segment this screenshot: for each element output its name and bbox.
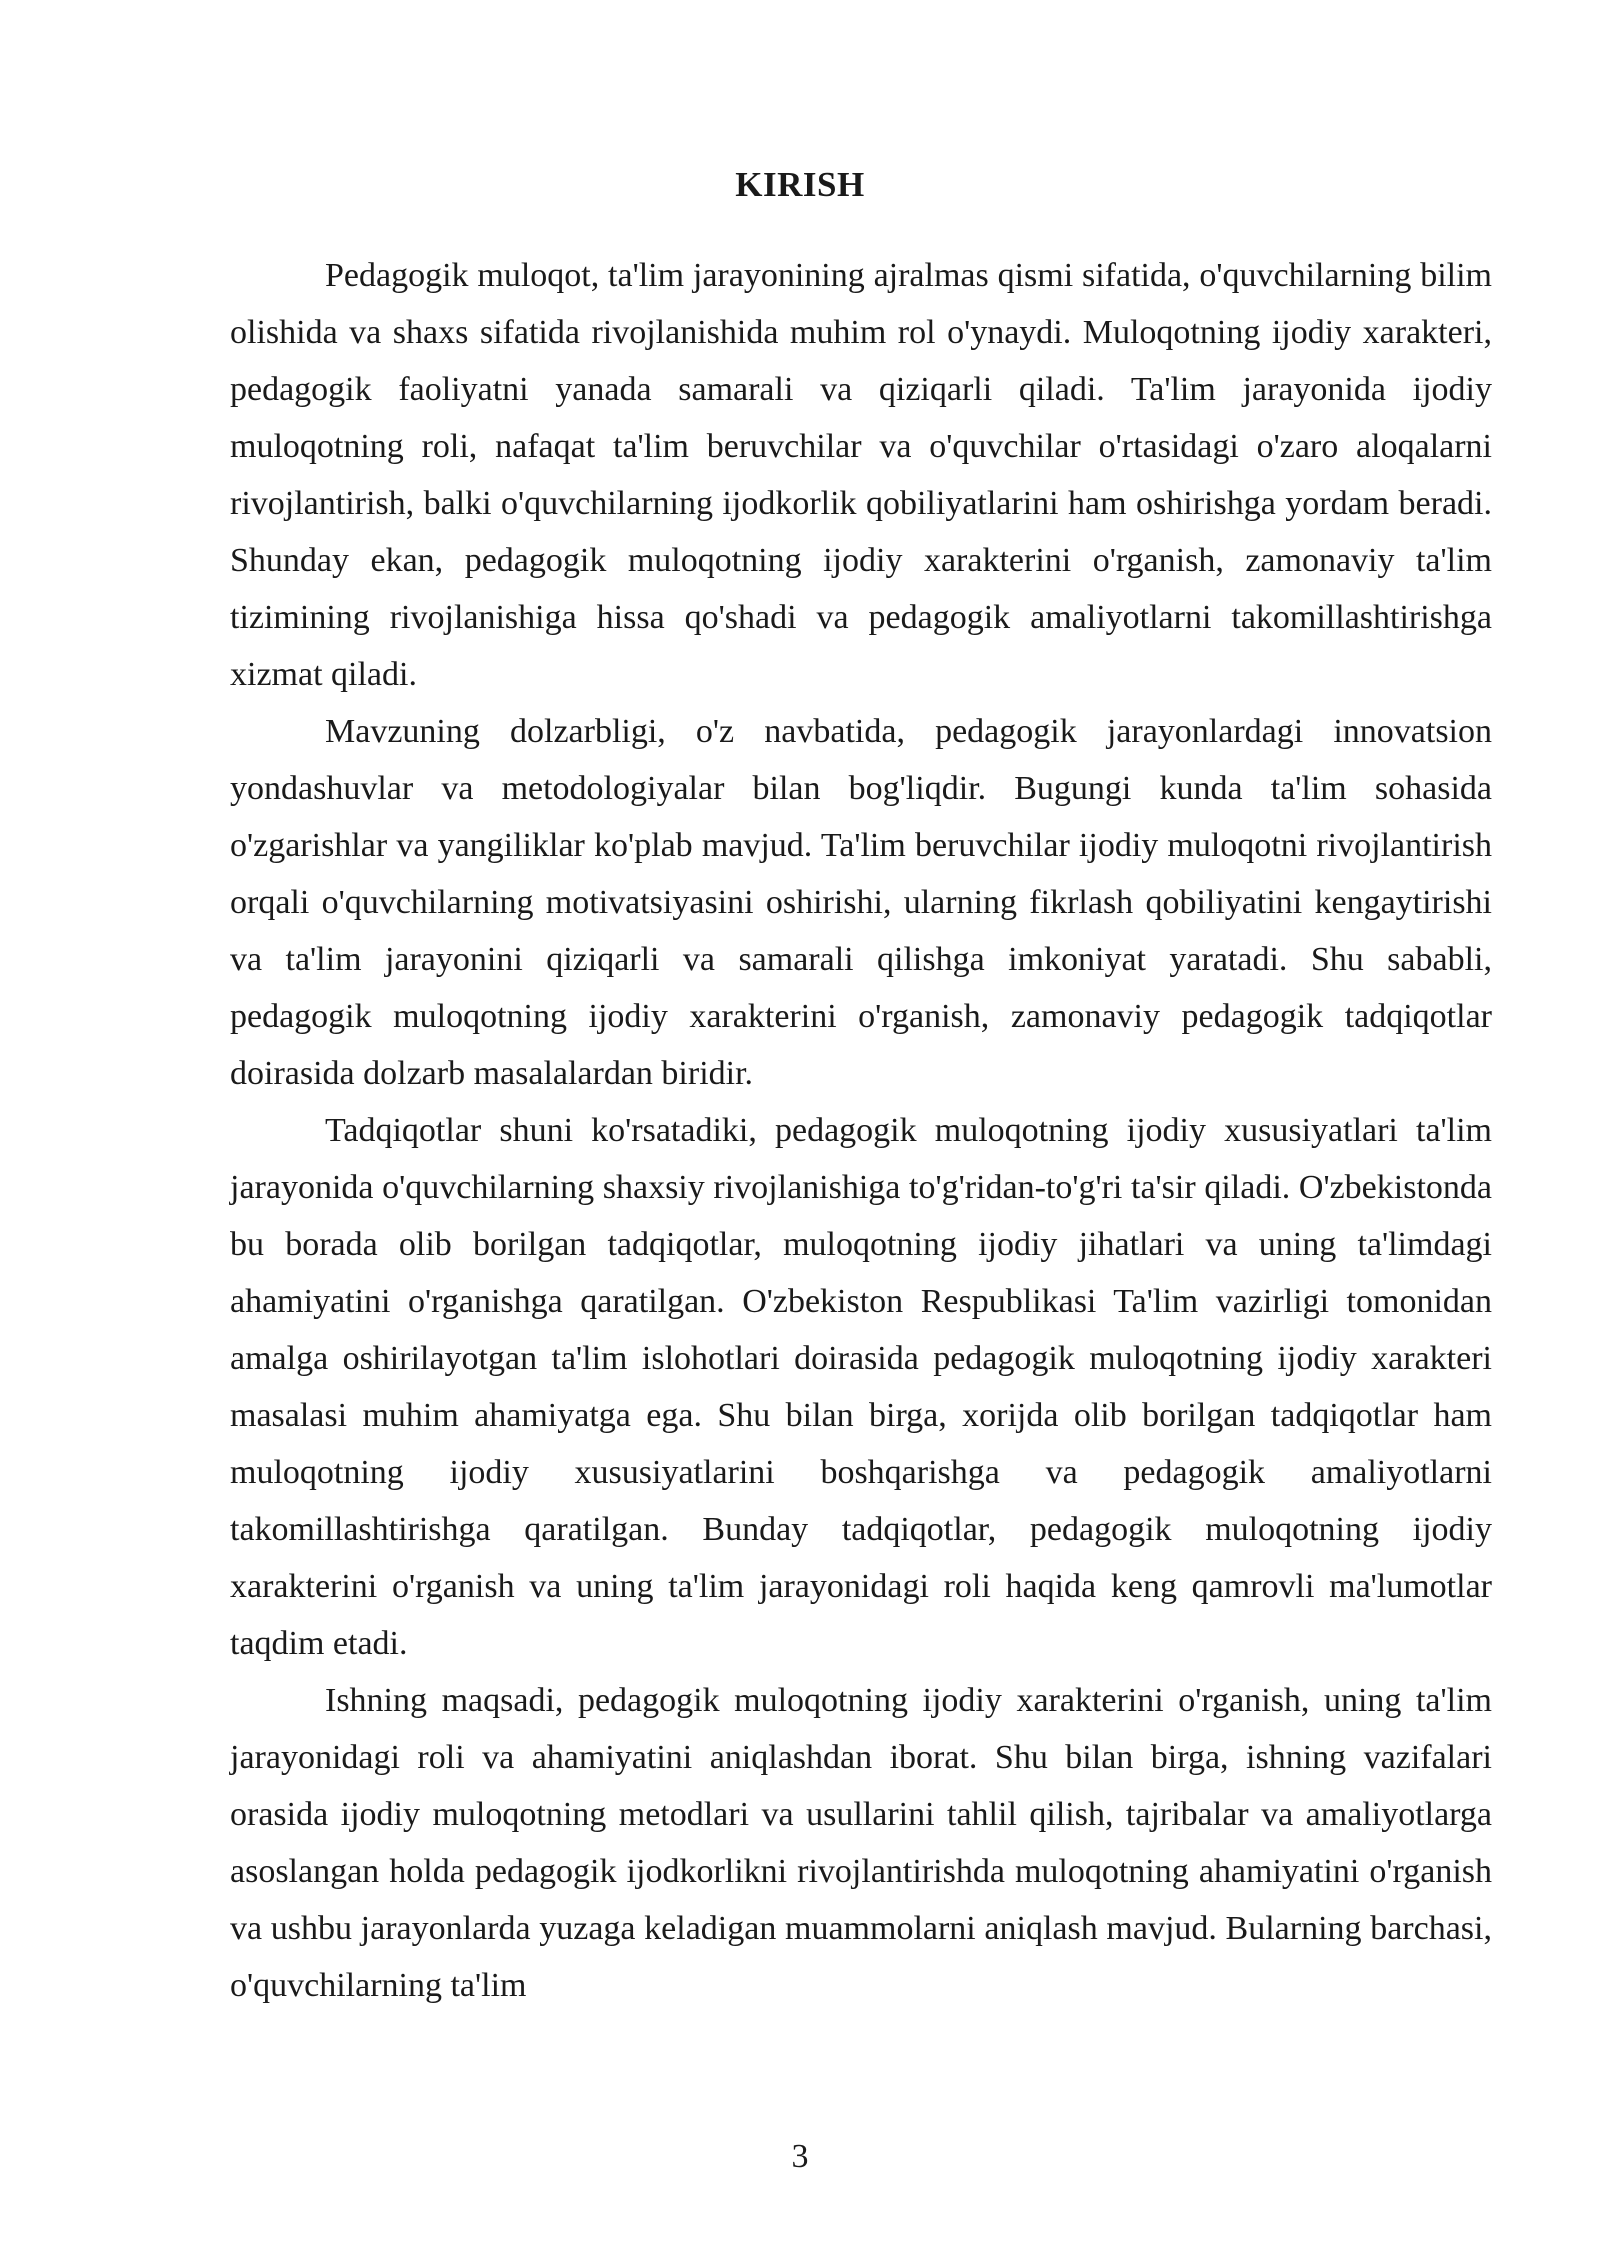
page-title: KIRISH [735, 165, 865, 204]
page-number: 3 [791, 2138, 809, 2175]
paragraph-goal: Ishning maqsadi, pedagogik muloqotning ijodiy xarakterini o'rganish, uning ta'lim jarayonidagi roli va ahamiyatini aniqlashdan iborat. Shu bilan birga, ishning vazifalari orasida ijodiy muloqotning metodlari va usullarini tahlil qilish, tajribalar va amaliyotlarga asoslangan holda pedagogik ijodkorlikni rivojlantirishda muloqotning ahamiyatini o'rganish va ushbu jarayonlarda yuzaga keladigan muammolarni aniqlash mavjud. Bularning barchasi, o'quvchilarning ta'lim [230, 1682, 1492, 2004]
body-text [230, 247, 1492, 2014]
paragraph-introduction: Pedagogik muloqot, ta'lim jarayonining ajralmas qismi sifatida, o'quvchilarning bilim olishida va shaxs sifatida rivojlanishida muhim rol o'ynaydi. Muloqotning ijodiy xarakteri, pedagogik faoliyatni yanada samarali va qiziqarli qiladi. Ta'lim jarayonida ijodiy muloqotning roli, nafaqat ta'lim beruvchilar va o'quvchilar o'rtasidagi o'zaro aloqalarni rivojlantirish, balki o'quvchilarning ijodkorlik qobiliyatlarini ham oshirishga yordam beradi. Shunday ekan, pedagogik muloqotning ijodiy xarakterini o'rganish, zamonaviy ta'lim tizimining rivojlanishiga hissa qo'shadi va pedagogik amaliyotlarni takomillashtirishga xizmat qiladi. [230, 257, 1492, 693]
paragraph-research: Tadqiqotlar shuni ko'rsatadiki, pedagogik muloqotning ijodiy xususiyatlari ta'lim jarayonida o'quvchilarning shaxsiy rivojlanishiga to'g'ridan-to'g'ri ta'sir qiladi. O'zbekistonda bu borada olib borilgan tadqiqotlar, muloqotning ijodiy jihatlari va uning ta'limdagi ahamiyatini o'rganishga qaratilgan. O'zbekiston Respublikasi Ta'lim vazirligi tomonidan amalga oshirilayotgan ta'lim islohotlari doirasida pedagogik muloqotning ijodiy xarakteri masalasi muhim ahamiyatga ega. Shu bilan birga, xorijda olib borilgan tadqiqotlar ham muloqotning ijodiy xususiyatlarini boshqarishga va pedagogik amaliyotlarni takomillashtirishga qaratilgan. Bunday tadqiqotlar, pedagogik muloqotning ijodiy xarakterini o'rganish va uning ta'lim jarayonidagi roli haqida keng qamrovli ma'lumotlar taqdim etadi. [230, 1112, 1492, 1662]
paragraph-relevance: Mavzuning dolzarbligi, o'z navbatida, pedagogik jarayonlardagi innovatsion yondashuvlar va metodologiyalar bilan bog'liqdir. Bugungi kunda ta'lim sohasida o'zgarishlar va yangiliklar ko'plab mavjud. Ta'lim beruvchilar ijodiy muloqotni rivojlantirish orqali o'quvchilarning motivatsiyasini oshirishi, ularning fikrlash qobiliyatini kengaytirishi va ta'lim jarayonini qiziqarli va samarali qilishga imkoniyat yaratadi. Shu sababli, pedagogik muloqotning ijodiy xarakterini o'rganish, zamonaviy pedagogik tadqiqotlar doirasida dolzarb masalalardan biridir. [230, 713, 1492, 1092]
